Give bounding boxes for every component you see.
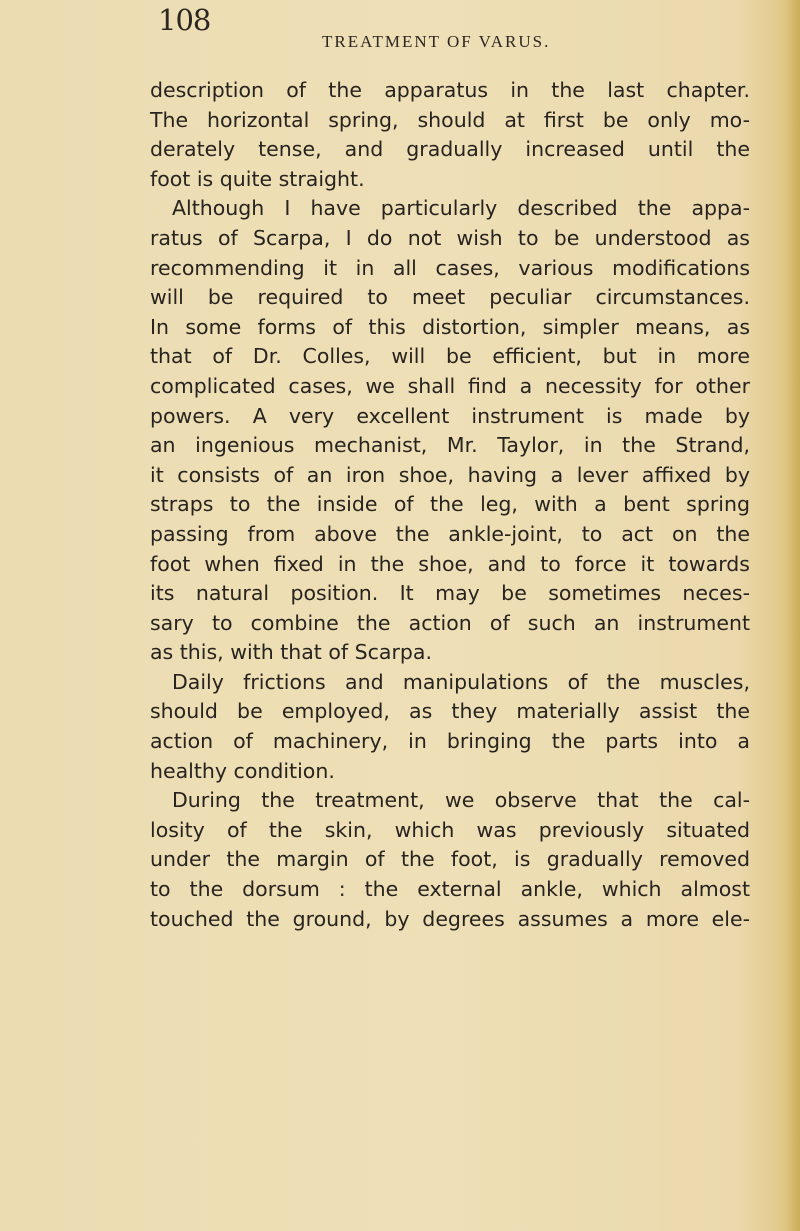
text-line: Although I have particularly described the appa-: [172, 196, 750, 221]
text-line: recommending it in all cases, various modifications: [150, 255, 750, 280]
text-line: it consists of an iron shoe, having a lever affixed by: [150, 462, 750, 487]
text-line: passing from above the ankle-joint, to act on the: [150, 521, 750, 546]
text-line: to the dorsum : the external ankle, which almost: [150, 877, 750, 902]
text-line: complicated cases, we shall find a necessity for other: [150, 373, 750, 398]
text-line: an ingenious mechanist, Mr. Taylor, in the Strand,: [150, 433, 750, 458]
text-line: straps to the inside of the leg, with a bent spring: [150, 492, 750, 517]
running-head: TREATMENT OF VARUS.: [322, 32, 551, 51]
text-line: ratus of Scarpa, I do not wish to be understood as: [150, 225, 750, 250]
text-line: During the treatment, we observe that the cal-: [172, 788, 750, 813]
text-line: that of Dr. Colles, will be efficient, but in more: [150, 344, 750, 369]
body-text: [150, 76, 750, 934]
text-line: Daily frictions and manipulations of the muscles,: [172, 669, 750, 694]
text-line: powers. A very excellent instrument is made by: [150, 403, 750, 428]
text-line: as this, with that of Scarpa.: [150, 640, 432, 665]
text-line: should be employed, as they materially assist the: [150, 699, 750, 724]
text-line: losity of the skin, which was previously situated: [150, 817, 750, 842]
text-line: foot is quite straight.: [150, 166, 365, 191]
text-line: will be required to meet peculiar circumstances.: [150, 285, 750, 310]
text-line: description of the apparatus in the last chapter.: [150, 78, 750, 102]
text-line: action of machinery, in bringing the parts into a: [150, 729, 750, 754]
text-line: sary to combine the action of such an instrument: [150, 610, 750, 635]
text-line: In some forms of this distortion, simpler means, as: [150, 314, 750, 339]
text-line: under the margin of the foot, is gradually removed: [150, 847, 750, 872]
text-line: The horizontal spring, should at first be only mo-: [150, 107, 750, 132]
page-number: 108: [158, 3, 211, 37]
text-line: touched the ground, by degrees assumes a more ele-: [150, 906, 750, 931]
text-line: foot when fixed in the shoe, and to force it towards: [150, 551, 750, 576]
text-line: derately tense, and gradually increased until the: [150, 137, 750, 162]
text-line: its natural position. It may be sometimes neces-: [150, 581, 750, 606]
text-line: healthy condition.: [150, 758, 335, 783]
page-header: [0, 0, 800, 60]
